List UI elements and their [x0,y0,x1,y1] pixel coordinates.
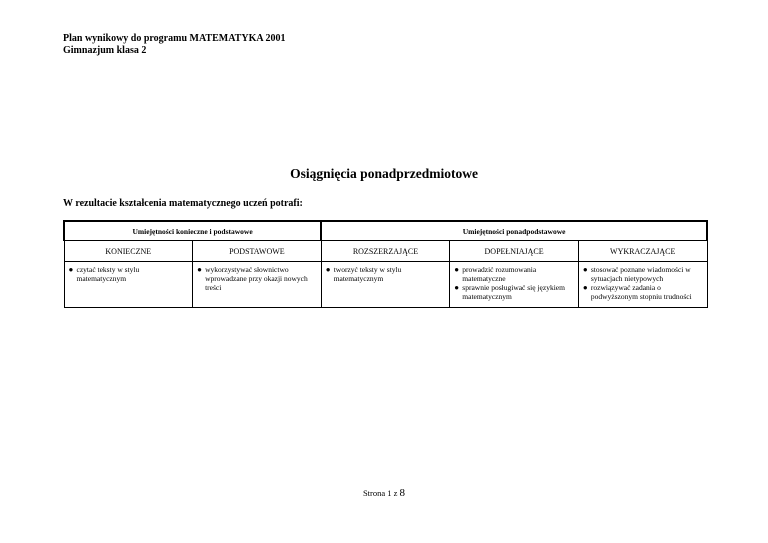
table-level-row [64,241,707,262]
bullet-icon: ● [454,283,460,292]
table-group-row [64,221,707,241]
list-item: ● czytać teksty w stylu matematycznym [68,265,140,283]
cell-konieczne [64,262,193,308]
level-header-konieczne: KONIECZNE [64,241,193,262]
header-line-program: Plan wynikowy do programu MATEMATYKA 2001 [63,33,286,44]
page-title: Osiągnięcia ponadprzedmiotowe [290,166,478,181]
level-header-podstawowe: PODSTAWOWE [193,241,322,262]
cell-wykraczajace [578,262,707,308]
level-header-rozszerzajace: ROZSZERZAJĄCE [321,241,450,262]
bullet-icon: ● [582,283,588,292]
level-header-wykraczajace: WYKRACZAJĄCE [578,241,707,262]
table-row [64,262,707,308]
header-line-class: Gimnazjum klasa 2 [63,45,147,56]
bullet-icon: ● [68,265,74,274]
bullet-icon: ● [325,265,331,274]
page-number-label: Strona 1 z [362,488,398,498]
level-header-dopelniajace: DOPEŁNIAJĄCE [450,241,579,262]
bullet-icon: ● [197,265,202,274]
group-header-advanced: Umiejętności ponadpodstawowe [321,221,707,241]
list-item: ● rozwiązywać zadania o podwyższonym stopniu trudności [582,283,692,301]
list-item: ● sprawnie posługiwać się językiem matematycznym [454,283,565,301]
bullet-icon: ● [454,265,460,274]
group-header-basic: Umiejętności konieczne i podstawowe [64,221,321,241]
cell-podstawowe [193,262,322,308]
cell-dopelniajace [450,262,579,308]
page-footer [0,487,768,499]
bullet-icon: ● [582,265,588,274]
page-total: 8 [399,487,406,499]
list-item: ● wykorzystywać słownictwo wprowadzane przy okazji nowych treści [197,265,308,292]
document-header [63,33,286,57]
outcomes-table [63,220,708,308]
intro-text: W rezultacie kształcenia matematycznego uczeń potrafi: [63,198,303,209]
cell-rozszerzajace [321,262,450,308]
list-item: ● prowadzić rozumowania matematyczne [454,265,537,283]
list-item: ● stosować poznane wiadomości w sytuacjach nietypowych [582,265,691,283]
list-item: ● tworzyć teksty w stylu matematycznym [325,265,402,283]
